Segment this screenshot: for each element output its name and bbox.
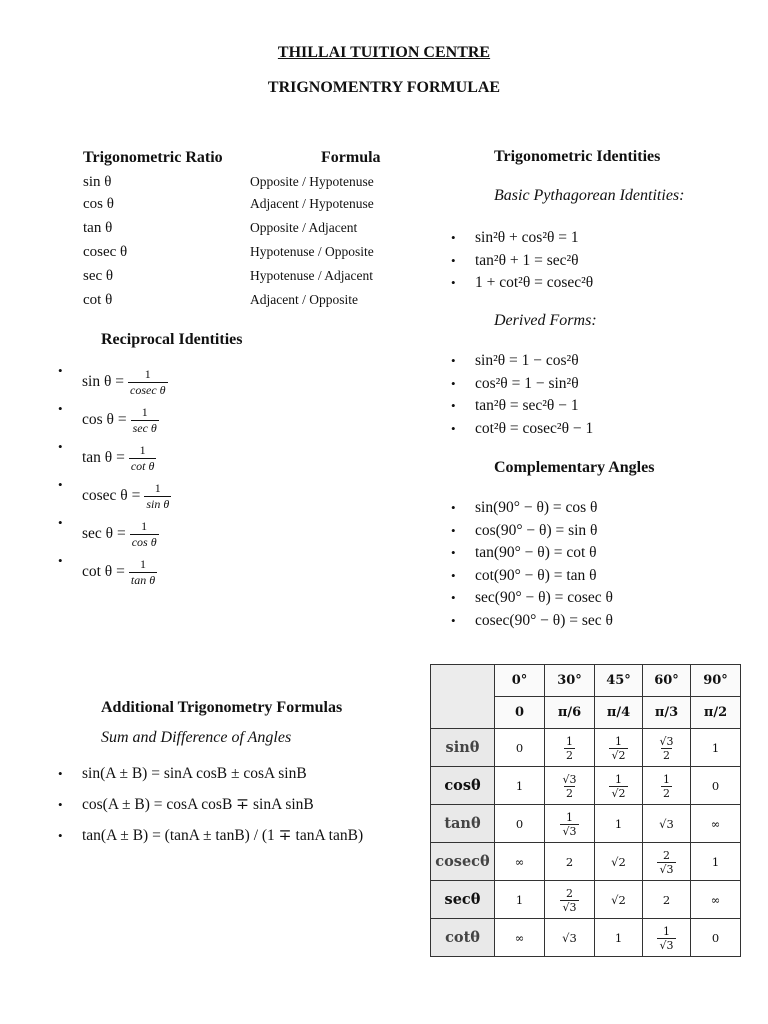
table-row [431, 767, 741, 805]
row-label: sinθ [431, 729, 495, 767]
page-title: TRIGNOMENTRY FORMULAE [267, 79, 501, 96]
table-row [431, 805, 741, 843]
complementary-heading: Complementary Angles [494, 459, 655, 476]
table-value: 0 [691, 919, 741, 957]
ratio-name: cos θ [83, 196, 114, 212]
list-item: • sin²θ = 1 − cos²θ [475, 350, 593, 373]
list-item: • cot²θ = cosec²θ − 1 [475, 418, 593, 441]
degree-header: 30° [545, 665, 595, 697]
table-value: $\frac{√3}{2}$ [545, 767, 595, 805]
list-item: • sin²θ + cos²θ = 1 [475, 227, 593, 250]
basic-identities-heading: Basic Pythagorean Identities: [494, 187, 685, 204]
table-value: 1 [495, 881, 545, 919]
ratio-name: sec θ [83, 268, 114, 284]
table-value: ∞ [495, 843, 545, 881]
additional-heading: Additional Trigonometry Formulas [101, 699, 343, 716]
ratio-name: sin θ [83, 174, 112, 190]
list-item: • sin(A ± B) = sinA cosB ± cosA sinB [82, 758, 363, 789]
table-value: 1 [595, 919, 643, 957]
table-value: $\frac{√3}{2}$ [643, 729, 691, 767]
table-value: 0 [691, 767, 741, 805]
row-label: cosθ [431, 767, 495, 805]
ratio-formula: Hypotenuse / Opposite [250, 244, 374, 259]
list-item: • sec(90° − θ) = cosec θ [475, 587, 613, 610]
row-label: cosecθ [431, 843, 495, 881]
degree-header: 45° [595, 665, 643, 697]
list-item: • cos(90° − θ) = sin θ [475, 520, 613, 543]
list-item: • cot(90° − θ) = tan θ [475, 565, 613, 588]
list-item: • cot θ = $\frac{1}{\text{tan θ}}$ [82, 553, 171, 591]
ratio-formula: Adjacent / Opposite [250, 292, 358, 307]
table-value: 0 [495, 729, 545, 767]
list-item: • tan(A ± B) = (tanA ± tanB) / (1 ∓ tanA tanB) [82, 820, 363, 851]
basic-identities-list [475, 227, 593, 295]
formula-column-header: Formula [321, 149, 381, 166]
ratio-name: cot θ [83, 292, 113, 308]
radian-header: π/4 [595, 697, 643, 729]
table-value: $\frac{1}{√3}$ [643, 919, 691, 957]
table-value: √2 [595, 843, 643, 881]
table-value: 1 [495, 767, 545, 805]
table-value: 0 [495, 805, 545, 843]
table-value: √3 [643, 805, 691, 843]
table-value: 1 [691, 843, 741, 881]
derived-forms-list [475, 350, 593, 440]
list-item: • cosec θ = $\frac{1}{\text{sin θ}}$ [82, 477, 171, 515]
degree-header: 0° [495, 665, 545, 697]
radian-header: 0 [495, 697, 545, 729]
ratio-name: tan θ [83, 220, 113, 236]
list-item: • tan²θ = sec²θ − 1 [475, 395, 593, 418]
degree-row [431, 665, 741, 697]
table-value: ∞ [691, 881, 741, 919]
ratio-column-header: Trigonometric Ratio [83, 149, 223, 166]
table-value: √3 [545, 919, 595, 957]
list-item: • tan(90° − θ) = cot θ [475, 542, 613, 565]
table-value: 1 [595, 805, 643, 843]
table-row [431, 881, 741, 919]
table-row [431, 729, 741, 767]
standard-angles-table [430, 664, 741, 957]
sum-difference-list [82, 758, 363, 851]
table-value: 1 [691, 729, 741, 767]
table-value: $\frac{1}{2}$ [643, 767, 691, 805]
ratio-formula: Hypotenuse / Adjacent [250, 268, 373, 283]
table-value: ∞ [495, 919, 545, 957]
row-label: tanθ [431, 805, 495, 843]
table-value: 2 [643, 881, 691, 919]
table-value: $\frac{2}{√3}$ [643, 843, 691, 881]
ratio-name: cosec θ [83, 244, 128, 260]
table-row [431, 919, 741, 957]
sum-difference-heading: Sum and Difference of Angles [101, 729, 292, 746]
derived-forms-heading: Derived Forms: [494, 312, 597, 329]
reciprocal-list [82, 363, 171, 591]
radian-header: π/2 [691, 697, 741, 729]
table-row [431, 843, 741, 881]
table-value: $\frac{1}{√2}$ [595, 729, 643, 767]
ratio-formula: Opposite / Adjacent [250, 220, 358, 235]
table-value: √2 [595, 881, 643, 919]
radian-header: π/6 [545, 697, 595, 729]
table-value: ∞ [691, 805, 741, 843]
table-corner [431, 665, 495, 729]
table-value: $\frac{1}{√2}$ [595, 767, 643, 805]
ratio-formula: Adjacent / Hypotenuse [250, 196, 374, 211]
radian-header: π/3 [643, 697, 691, 729]
ratio-formula: Opposite / Hypotenuse [250, 174, 374, 189]
table-value: $\frac{1}{√3}$ [545, 805, 595, 843]
list-item: • cosec(90° − θ) = sec θ [475, 610, 613, 633]
table-value: $\frac{2}{√3}$ [545, 881, 595, 919]
table-value: 2 [545, 843, 595, 881]
identities-heading: Trigonometric Identities [494, 148, 661, 165]
row-label: secθ [431, 881, 495, 919]
list-item: • tan²θ + 1 = sec²θ [475, 250, 593, 273]
list-item: • sec θ = $\frac{1}{\text{cos θ}}$ [82, 515, 171, 553]
list-item: • tan θ = $\frac{1}{\text{cot θ}}$ [82, 439, 171, 477]
list-item: • cos(A ± B) = cosA cosB ∓ sinA sinB [82, 789, 363, 820]
reciprocal-heading: Reciprocal Identities [101, 331, 243, 348]
table-value: $\frac{1}{2}$ [545, 729, 595, 767]
list-item: • cos²θ = 1 − sin²θ [475, 373, 593, 396]
degree-header: 90° [691, 665, 741, 697]
list-item: • cos θ = $\frac{1}{\text{sec θ}}$ [82, 401, 171, 439]
list-item: • 1 + cot²θ = cosec²θ [475, 272, 593, 295]
list-item: • sin θ = $\frac{1}{\text{cosec θ}}$ [82, 363, 171, 401]
institute-name: THILLAI TUITION CENTRE [277, 44, 491, 61]
degree-header: 60° [643, 665, 691, 697]
list-item: • sin(90° − θ) = cos θ [475, 497, 613, 520]
complementary-list [475, 497, 613, 633]
row-label: cotθ [431, 919, 495, 957]
